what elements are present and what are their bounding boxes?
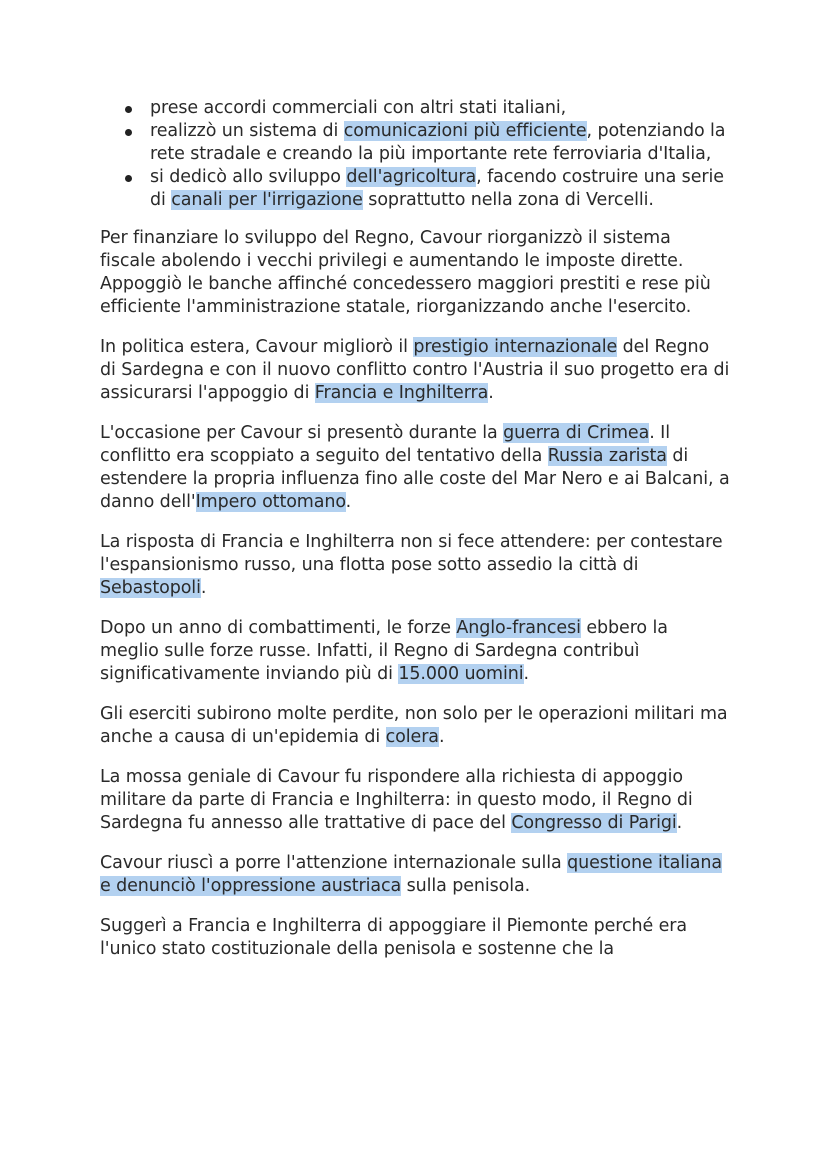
- highlighted-text: dell'agricoltura: [346, 167, 477, 187]
- bullet-list: [100, 97, 730, 212]
- bullet-item: prese accordi commerciali con altri stati italiani,: [150, 97, 730, 120]
- paragraphs-container: [100, 227, 730, 961]
- paragraph: Cavour riuscì a porre l'attenzione internazionale sulla questione italiana e denunciò l'oppressione austriaca sulla penisola.: [100, 853, 722, 896]
- highlighted-text: Russia zarista: [547, 446, 667, 466]
- paragraph: La risposta di Francia e Inghilterra non si fece attendere: per contestare l'espansionismo russo, una flotta pose sotto assedio la città di Sebastopoli.: [100, 532, 723, 598]
- highlighted-text: 15.000 uomini: [398, 664, 524, 684]
- document-body: [100, 97, 730, 978]
- highlighted-text: Congresso di Parigi: [511, 813, 677, 833]
- paragraph: Suggerì a Francia e Inghilterra di appoggiare il Piemonte perché era l'unico stato costituzionale della penisola e sostenne che la: [100, 916, 688, 959]
- paragraph: Per finanziare lo sviluppo del Regno, Cavour riorganizzò il sistema fiscale abolendo i vecchi privilegi e aumentando le imposte dirette. Appoggiò le banche affinché concedessero maggiori prestiti e rese più efficiente l'amministrazione statale, riorganizzando anche l'esercito.: [100, 228, 711, 317]
- highlighted-text: canali per l'irrigazione: [171, 190, 363, 210]
- paragraph: Dopo un anno di combattimenti, le forze Anglo-francesi ebbero la meglio sulle forze russe. Infatti, il Regno di Sardegna contribuì significativamente inviando più di 15.000 uomini.: [100, 618, 668, 684]
- highlighted-text: questione italiana e denunciò l'oppressione austriaca: [100, 853, 722, 896]
- paragraph: In politica estera, Cavour migliorò il prestigio internazionale del Regno di Sardegna e con il nuovo conflitto contro l'Austria il suo progetto era di assicurarsi l'appoggio di Francia e Inghilterra.: [100, 337, 730, 403]
- bullet-item: realizzò un sistema di comunicazioni più efficiente, potenziando la rete stradale e creando la più importante rete ferroviaria d'Italia,: [150, 120, 730, 166]
- highlighted-text: Anglo-francesi: [456, 618, 581, 638]
- highlighted-text: guerra di Crimea: [503, 423, 650, 443]
- paragraph: Gli eserciti subirono molte perdite, non solo per le operazioni militari ma anche a causa di un'epidemia di colera.: [100, 704, 728, 747]
- highlighted-text: Impero ottomano: [195, 492, 346, 512]
- highlighted-text: colera: [385, 727, 439, 747]
- highlighted-text: Francia e Inghilterra: [314, 383, 489, 403]
- highlighted-text: prestigio internazionale: [413, 337, 618, 357]
- highlighted-text: comunicazioni più efficiente: [343, 121, 587, 141]
- paragraph: La mossa geniale di Cavour fu rispondere alla richiesta di appoggio militare da parte di Francia e Inghilterra: in questo modo, il Regno di Sardegna fu annesso alle trattative di pace del Congresso di Parigi.: [100, 767, 693, 833]
- highlighted-text: Sebastopoli: [100, 578, 201, 598]
- paragraph: L'occasione per Cavour si presentò durante la guerra di Crimea. Il conflitto era scoppiato a seguito del tentativo della Russia zarista di estendere la propria influenza fino alle coste del Mar Nero e ai Balcani, a danno dell'Impero ottomano.: [100, 423, 730, 512]
- bullet-item: si dedicò allo sviluppo dell'agricoltura, facendo costruire una serie di canali per l'irrigazione soprattutto nella zona di Vercelli.: [150, 166, 730, 212]
